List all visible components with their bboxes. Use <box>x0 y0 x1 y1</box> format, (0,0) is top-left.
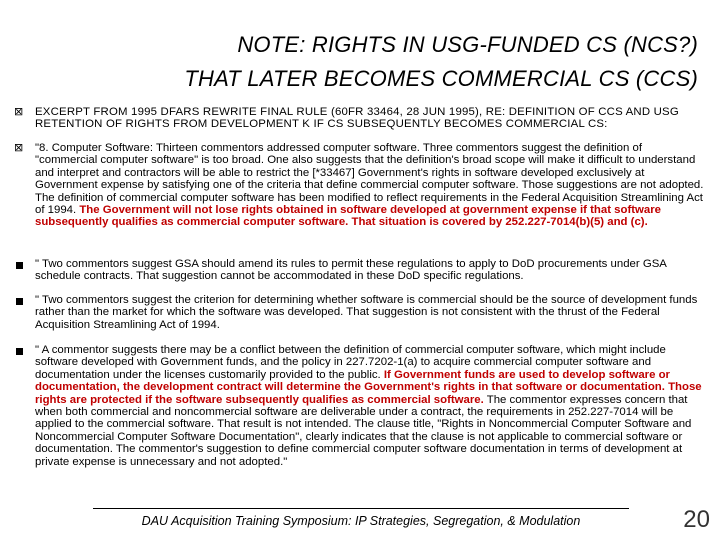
slide-title-line-1: NOTE: RIGHTS IN USG-FUNDED CS (NCS?) <box>237 32 698 57</box>
slide-title <box>98 28 698 96</box>
bullet-text <box>35 142 707 229</box>
bullet-text: EXCERPT FROM 1995 DFARS REWRITE FINAL RULE (60FR 33464, 28 JUN 1995), RE: DEFINITION OF CCS AND USG RETENTION OF RIGHTS FROM DEVELOPMENT K IF CS SUBSEQUENTLY BECOMES COMMERCIAL CS: <box>35 106 679 131</box>
bullet-text: " Two commentors suggest GSA should amend its rules to permit these regulations to apply to DoD procurements under GSA schedule contracts. That suggestion cannot be accommodated in these DoD specific regulations. <box>35 258 667 283</box>
bullet-body: " A commentor suggests there may be a conflict between the definition of commercial computer software, which might include software developed with Government funds, and the policy in 227.7202-1(a) to acquire commercial computer software and documentation under the licenses customarily provided to the public. <box>35 344 666 381</box>
slide-title-line-2: THAT LATER BECOMES COMMERCIAL CS (CCS) <box>184 66 698 91</box>
bullet-emphasis: If Government funds are used to develop software or documentation, the development contract will determine the Government's rights in that software or documentation. Those rights are protected if the software subsequently qualifies as commercial software. <box>35 368 702 406</box>
square-bullet-icon <box>16 262 23 269</box>
bullet-body-continued: The commentor expresses concern that when both commercial and noncommercial software are deliverable under a contract, the requirements in 252.227-7014 will be applied to the commercial software. That result is not intended. The clause title, "Rights in Noncommercial Computer Software and Noncommercial Computer Software Documentation", clearly indicates that the clause is not applicable to commercial software or documentation. The commentor's suggestion to define commercial computer software documentation in terms of development at private expense is unnecessary and not adopted." <box>35 393 692 468</box>
bullet-text <box>35 344 707 468</box>
footer-divider <box>93 508 629 509</box>
bullet-body: "8. Computer Software: Thirteen commentors addressed computer software. Three commentors suggest the definition of "commercial computer software" is too broad. One also suggests that the definition's broad scope will make it difficult to understand and interpret and contractors will be able to restrict the [*33467] Government's rights in software developed exclusively at Government expense by satisfying one of the criteria that define commercial computer software. Those suggestions are not adopted. The definition of commercial computer software has been modified to reflect requirements in the Federal Acquisition Streamlining Act of 1994. <box>35 142 704 217</box>
bullet-emphasis: The Government will not lose rights obtained in software developed at government expense if that software subsequently qualifies as commercial computer software. That situation is covered by 252.227-7014(b)(5) and (c). <box>35 204 662 229</box>
bullet-text: " Two commentors suggest the criterion for determining whether software is commercial should be the source of development funds rather than the market for which the software was developed. That suggestion is not consistent with the thrust of the Federal Acquisition Streamlining Act of 1994. <box>35 294 698 331</box>
page-number: 20 <box>683 506 710 533</box>
checkbox-bullet-icon: ⊠ <box>14 106 24 118</box>
square-bullet-icon <box>16 298 23 305</box>
footer-text: DAU Acquisition Training Symposium: IP Strategies, Segregation, & Modulation <box>141 514 581 528</box>
checkbox-bullet-icon: ⊠ <box>14 142 24 154</box>
square-bullet-icon <box>16 348 23 355</box>
